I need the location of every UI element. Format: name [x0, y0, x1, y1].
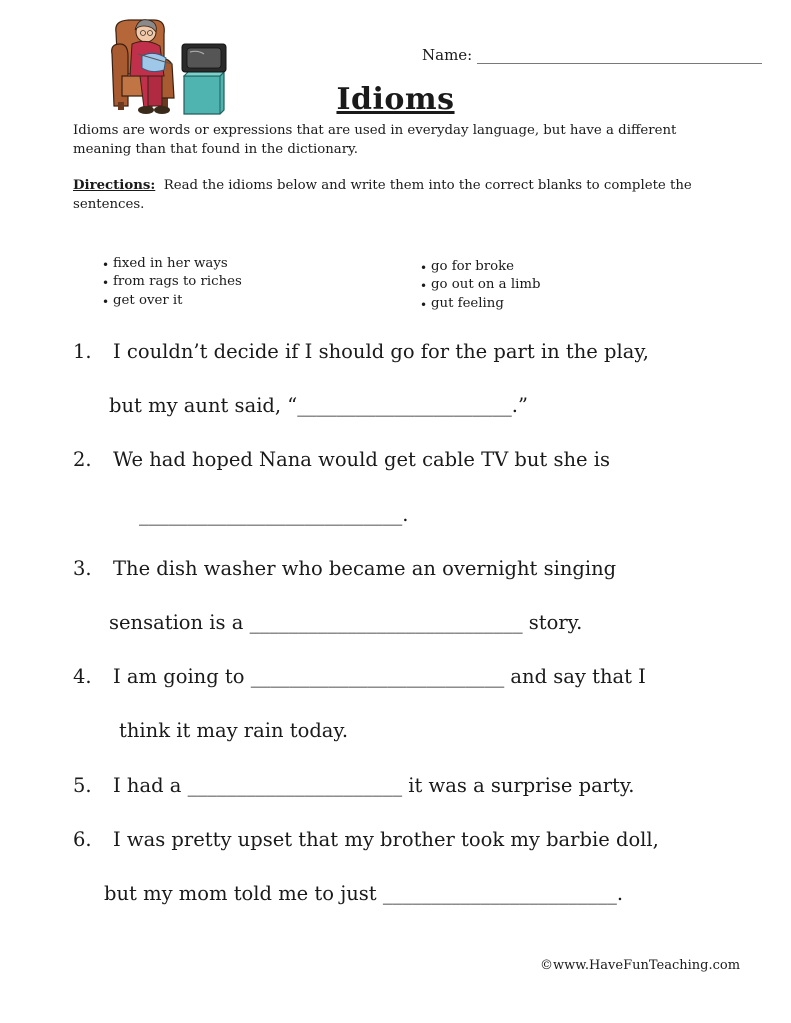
question-number: 5.: [73, 774, 92, 797]
word-bank-item: • get over it: [102, 292, 242, 310]
question-number: 2.: [73, 448, 92, 471]
question-2-line-2: ___________________________.: [139, 503, 409, 526]
directions-label: Directions:: [73, 178, 156, 193]
name-field-line: Name: ______________________________________: [422, 46, 762, 64]
question-text: I couldn’t decide if I should go for the part in the play,: [113, 340, 649, 363]
question-1-line-2: but my aunt said, “______________________.”: [109, 394, 528, 417]
question-text: We had hoped Nana would get cable TV but she is: [113, 448, 611, 471]
question-6-line-2: but my mom told me to just ________________________.: [104, 882, 624, 905]
copyright-footer: ©www.HaveFunTeaching.com: [540, 958, 741, 973]
word-bank-item: • from rags to riches: [102, 273, 242, 291]
question-number: 3.: [73, 557, 92, 580]
question-1: [73, 340, 649, 364]
question-text: The dish washer who became an overnight singing: [113, 557, 617, 580]
word-bank-item: • go out on a limb: [420, 276, 540, 294]
directions-line-2: sentences.: [73, 197, 145, 212]
directions-line-1: [73, 176, 713, 195]
word-bank-item: • fixed in her ways: [102, 255, 242, 273]
question-4: [73, 665, 646, 689]
directions-paragraph: [73, 176, 713, 214]
question-text: I was pretty upset that my brother took my barbie doll,: [113, 828, 659, 851]
question-number: 6.: [73, 828, 92, 851]
question-number: 1.: [73, 340, 92, 363]
question-4-line-2: think it may rain today.: [119, 719, 349, 742]
word-bank-right: [420, 258, 540, 313]
question-3: [73, 557, 616, 581]
question-5: [73, 774, 634, 798]
worksheet-title: Idioms: [336, 82, 455, 117]
question-6: [73, 828, 659, 852]
directions-text: Read the idioms below and write them into the correct blanks to complete the: [155, 178, 692, 193]
question-number: 4.: [73, 665, 92, 688]
word-bank-item: • go for broke: [420, 258, 540, 276]
intro-line-2: meaning than that found in the dictionary.: [73, 142, 359, 157]
word-bank-item: • gut feeling: [420, 295, 540, 313]
question-3-line-2: sensation is a ____________________________ story.: [109, 611, 583, 634]
question-text: I am going to __________________________ and say that I: [113, 665, 646, 688]
question-text: I had a ______________________ it was a surprise party.: [113, 774, 635, 797]
word-bank-left: [102, 255, 242, 310]
intro-paragraph: [73, 121, 693, 159]
intro-line-1: Idioms are words or expressions that are used in everyday language, but have a different: [73, 123, 677, 138]
question-2: [73, 448, 610, 472]
